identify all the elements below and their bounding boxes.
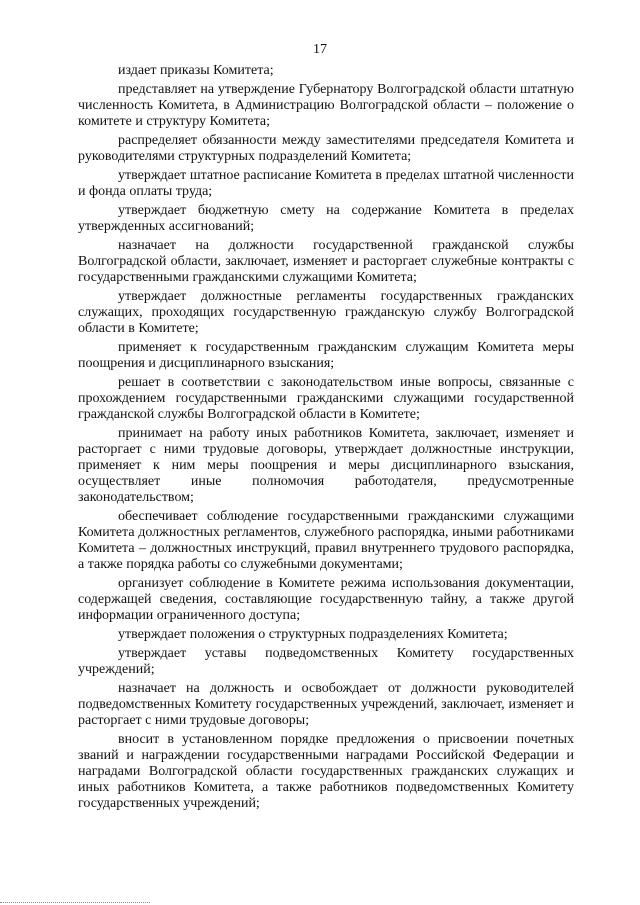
paragraph-12: организует соблюдение в Комитете режима использования документации, содержащей сведения, составляющие государственную тайну, а также другой информации ограниченного доступа; [78, 576, 574, 623]
paragraph-1: издает приказы Комитета; [118, 63, 274, 78]
paragraph-16: вносит в установленном порядке предложения о присвоении почетных званий и награждении государственными наградами Российской Федерации и наградами Волгоградской области государственных гражданских служащих и иных работников Комитета, а также работников подведомственных Комитету государственных учреждений; [78, 732, 574, 811]
page-number: 17 [313, 42, 327, 57]
paragraph-5: утверждает бюджетную смету на содержание Комитета в пределах утвержденных ассигнований; [78, 203, 574, 234]
scan-edge-mark [0, 899, 150, 903]
paragraph-3: распределяет обязанности между заместителями председателя Комитета и руководителями структурных подразделений Комитета; [78, 133, 574, 164]
paragraph-6: назначает на должности государственной гражданской службы Волгоградской области, заключает, изменяет и расторгает служебные контракты с государственными гражданскими служащими Комитета; [78, 238, 574, 285]
paragraph-14: утверждает уставы подведомственных Комитету государственных учреждений; [78, 646, 574, 677]
paragraph-15: назначает на должность и освобождает от должности руководителей подведомственных Комитету государственных учреждений, заключает, изменяет и расторгает с ними трудовые договоры; [78, 681, 574, 728]
paragraph-11: обеспечивает соблюдение государственными гражданскими служащими Комитета должностных регламентов, служебного распорядка, иными работниками Комитета – должностных инструкций, правил внутреннего трудового распорядка, а также порядка работы со служебными документами; [78, 509, 574, 572]
paragraph-2: представляет на утверждение Губернатору Волгоградской области штатную численность Комитета, в Администрацию Волгоградской области – положение о комитете и структуру Комитета; [78, 82, 574, 129]
paragraph-4: утверждает штатное расписание Комитета в пределах штатной численности и фонда оплаты труда; [78, 168, 574, 199]
document-body [78, 63, 574, 815]
paragraph-8: применяет к государственным гражданским служащим Комитета меры поощрения и дисциплинарного взыскания; [78, 340, 574, 371]
paragraph-13: утверждает положения о структурных подразделениях Комитета; [118, 627, 508, 642]
paragraph-10: принимает на работу иных работников Комитета, заключает, изменяет и расторгает с ними трудовые договоры, утверждает должностные инструкции, применяет к ним меры поощрения и меры дисциплинарного взыскания, осуществляет иные полномочия работодателя, предусмотренные законодательством; [78, 426, 574, 505]
paragraph-7: утверждает должностные регламенты государственных гражданских служащих, проходящих государственную гражданскую службу Волгоградской области в Комитете; [78, 289, 574, 336]
paragraph-9: решает в соответствии с законодательством иные вопросы, связанные с прохождением государственными гражданскими служащими государственной гражданской службы Волгоградской области в Комитете; [78, 375, 574, 422]
